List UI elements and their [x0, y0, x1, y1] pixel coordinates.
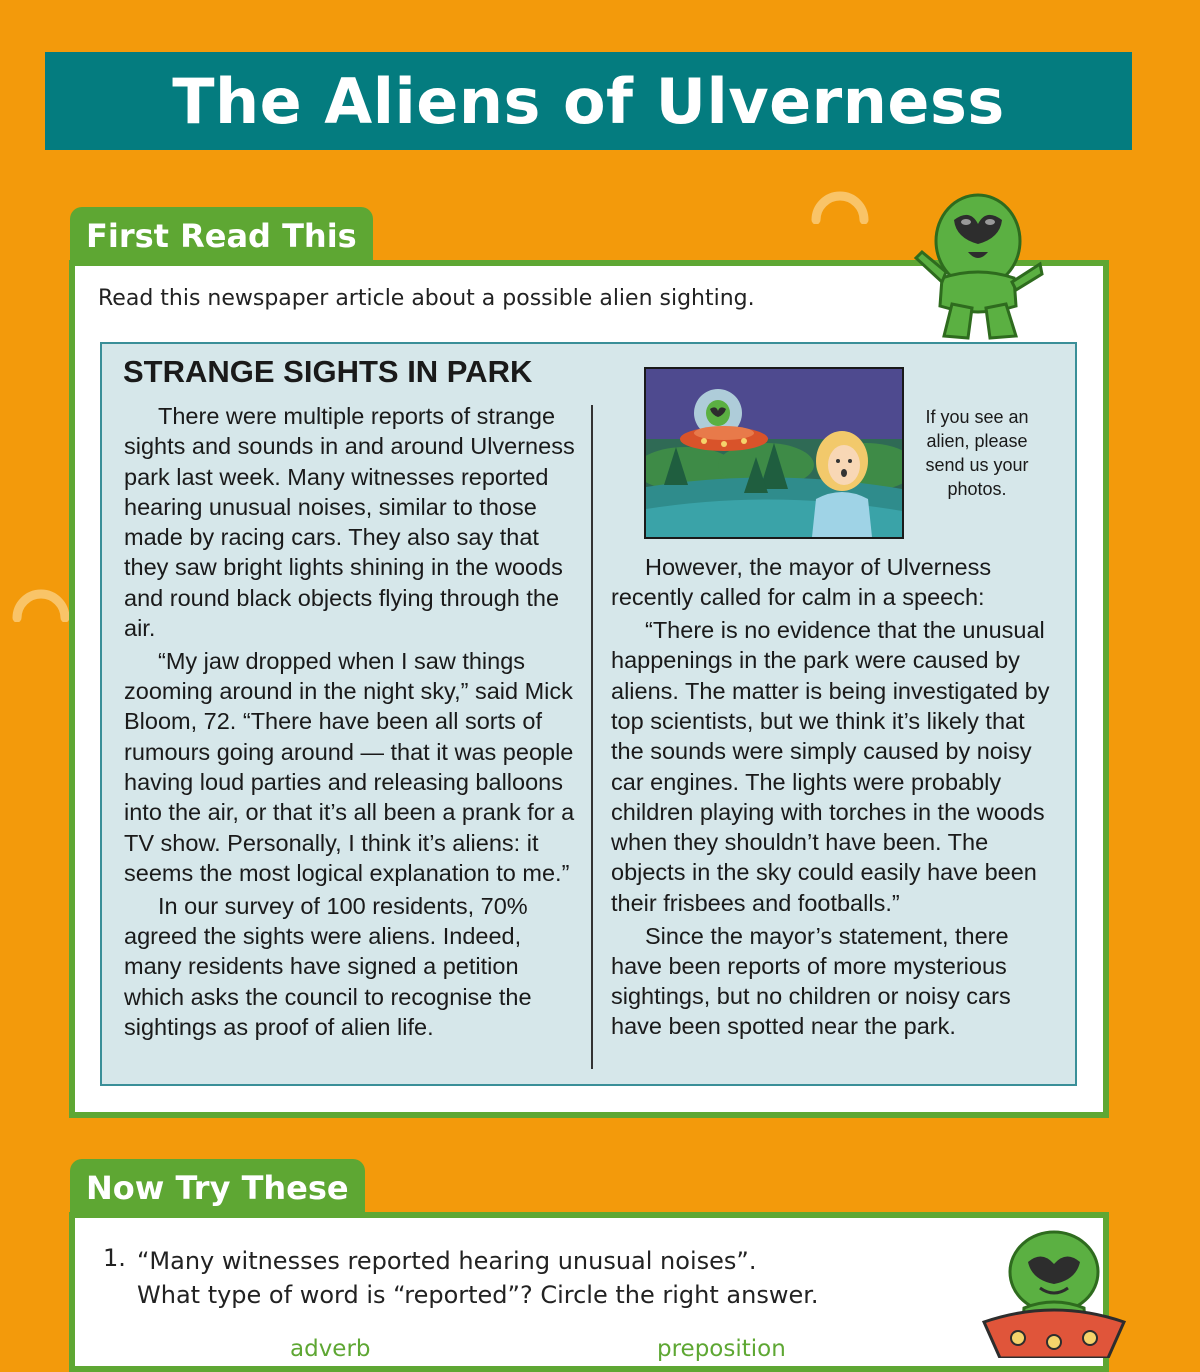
article-headline: STRANGE SIGHTS IN PARK [123, 354, 533, 389]
answer-option-adverb[interactable]: adverb [290, 1336, 371, 1362]
article-paragraph: “There is no evidence that the unusual happenings in the park were caused by aliens. The matter is being investigated by top scientists, but we think it’s likely that the sounds were simply caused by noisy car engines. The lights were probably children playing with torches in the woods when they shouldn’t have been. The objects in the sky could easily have been their frisbees and footballs.” [611, 617, 1050, 916]
article-right-column [611, 552, 1061, 1044]
section-tab-first-read [70, 207, 373, 265]
article-paragraph: There were multiple reports of strange sights and sounds in and around Ulverness park last week. Many witnesses reported hearing unusual noises, similar to those made by racing cars. They also say that they saw bright lights shining in the woods and round black objects flying through the air. [124, 403, 575, 642]
photo-caption: If you see an alien, please send us your photos. [925, 407, 1029, 499]
question-text [137, 1244, 819, 1312]
alien-sighting-photo [644, 367, 904, 539]
article-paragraph: However, the mayor of Ulverness recently called for calm in a speech: [611, 554, 992, 611]
article-paragraph: Since the mayor’s statement, there have been reports of more mysterious sightings, but no children or noisy cars have been spotted near the park. [611, 922, 1011, 1040]
question-line-1: “Many witnesses reported hearing unusual noises”. [137, 1247, 757, 1275]
title-banner [45, 52, 1132, 150]
page-title: The Aliens of Ulverness [172, 64, 1005, 138]
arc-decoration-top [810, 188, 870, 224]
alien-in-ufo-icon [978, 1226, 1130, 1358]
intro-text: Read this newspaper article about a possible alien sighting. [98, 286, 755, 311]
article-left-column [124, 401, 584, 1045]
section-tab-label: First Read This [86, 217, 357, 255]
article-paragraph: In our survey of 100 residents, 70% agreed the sights were aliens. Indeed, many residents have signed a petition which asks the council to recognise the sightings as proof of alien life. [124, 892, 532, 1040]
arc-decoration-left [10, 586, 72, 622]
question-line-2: What type of word is “reported”? Circle the right answer. [137, 1281, 819, 1309]
question-number: 1. [103, 1244, 126, 1272]
section-tab-label: Now Try These [86, 1169, 349, 1207]
column-divider [591, 405, 593, 1069]
answer-option-preposition[interactable]: preposition [657, 1336, 786, 1362]
alien-mascot-icon [912, 186, 1044, 346]
section-tab-now-try [70, 1159, 365, 1217]
article-paragraph: “My jaw dropped when I saw things zooming around in the night sky,” said Mick Bloom, 72. “There have been all sorts of rumours going around — that it was people having loud parties and releasing balloons into the air, or that it’s all been a prank for a TV show. Personally, I think it’s aliens: it seems the most logical explanation to me.” [124, 647, 575, 886]
photo-illustration [646, 369, 902, 537]
